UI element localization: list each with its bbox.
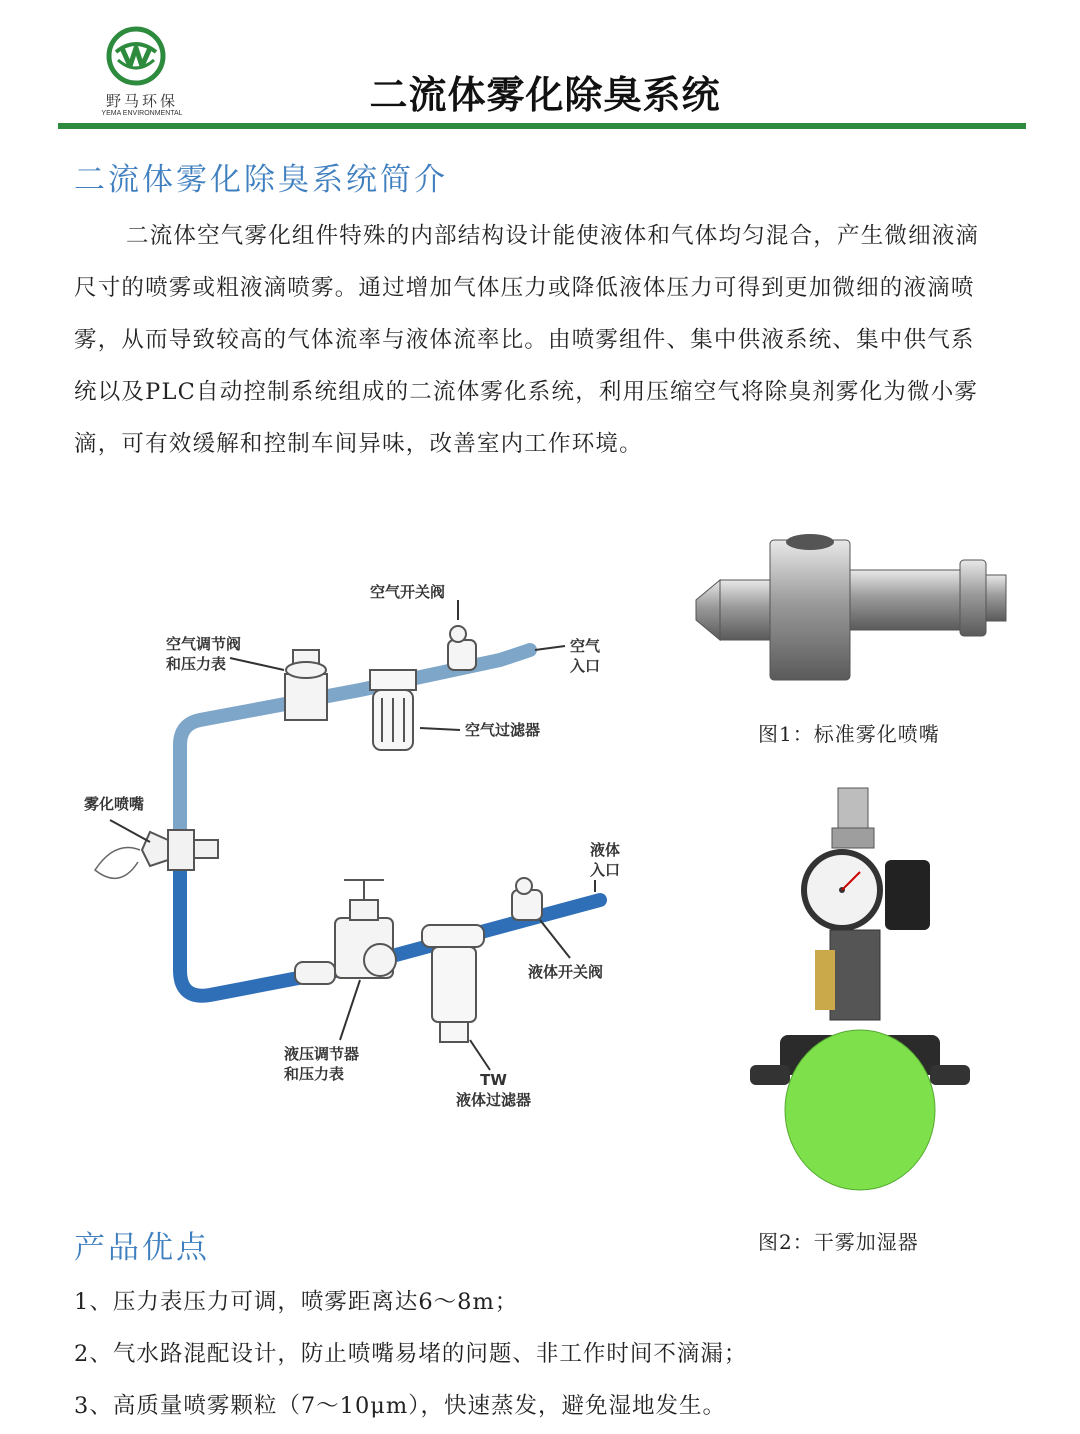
advantage-item: 2、气水路混配设计，防止喷嘴易堵的问题、非工作时间不滴漏； (74, 1341, 748, 1367)
label-air-inlet: 空气 入口 (570, 637, 601, 675)
advantage-item: 3、高质量喷雾颗粒（7～10μm），快速蒸发，避免湿地发生。 (74, 1393, 726, 1419)
label-liquid-inlet: 液体 入口 (590, 841, 621, 879)
intro-paragraph: 二流体空气雾化组件特殊的内部结构设计能使液体和气体均匀混合，产生微细液滴尺寸的喷雾或粗液滴喷雾。通过增加气体压力或降低液体压力可得到更加微细的液滴喷雾，从而导致较高的气体流率与液体流率比。由喷雾组件、集中供液系统、集中供气系统以及PLC自动控制系统组成的二流体雾化系统，利用压缩空气将除臭剂雾化为微小雾滴，可有效缓解和控制车间异味，改善室内工作环境。 (74, 223, 980, 457)
label-air-regulator: 空气调节阀 和压力表 (166, 635, 242, 673)
system-diagram (80, 570, 640, 1130)
label-liquid-switch-valve: 液体开关阀 (528, 963, 604, 981)
page-title: 二流体雾化除臭系统 (369, 73, 721, 117)
air-pipe (180, 650, 530, 835)
label-liquid-filter: TW 液体过滤器 (456, 1071, 532, 1109)
liquid-switch-valve-shape (512, 878, 542, 920)
intro-heading: 二流体雾化除臭系统简介 (74, 162, 448, 198)
liquid-filter-shape (422, 925, 484, 1042)
nozzle-shape (95, 830, 218, 878)
air-filter-shape (370, 670, 416, 750)
label-liquid-regulator: 液压调节器 和压力表 (284, 1045, 360, 1083)
air-regulator-shape (285, 650, 327, 720)
label-air-filter: 空气过滤器 (465, 721, 541, 739)
liquid-regulator-shape (295, 880, 396, 984)
piping-diagram (80, 570, 640, 1130)
header-divider (58, 123, 1026, 129)
logo-text-en: YEMA ENVIRONMENTAL (101, 110, 183, 117)
label-air-switch-valve: 空气开关阀 (370, 583, 446, 601)
advantages-heading: 产品优点 (74, 1230, 210, 1266)
air-switch-valve-shape (448, 626, 476, 670)
humidifier-photo (750, 780, 970, 1200)
figure1-caption: 图1：标准雾化喷嘴 (758, 722, 940, 746)
nozzle-photo (690, 520, 1010, 690)
label-nozzle: 雾化喷嘴 (84, 795, 145, 813)
advantages-list (74, 1276, 1034, 1432)
advantage-item: 1、压力表压力可调，喷雾距离达6～8m； (74, 1289, 519, 1315)
figure2-caption: 图2：干雾加湿器 (758, 1230, 919, 1254)
intro-body (74, 210, 994, 470)
logo-text-cn: 野马环保 (105, 92, 178, 110)
